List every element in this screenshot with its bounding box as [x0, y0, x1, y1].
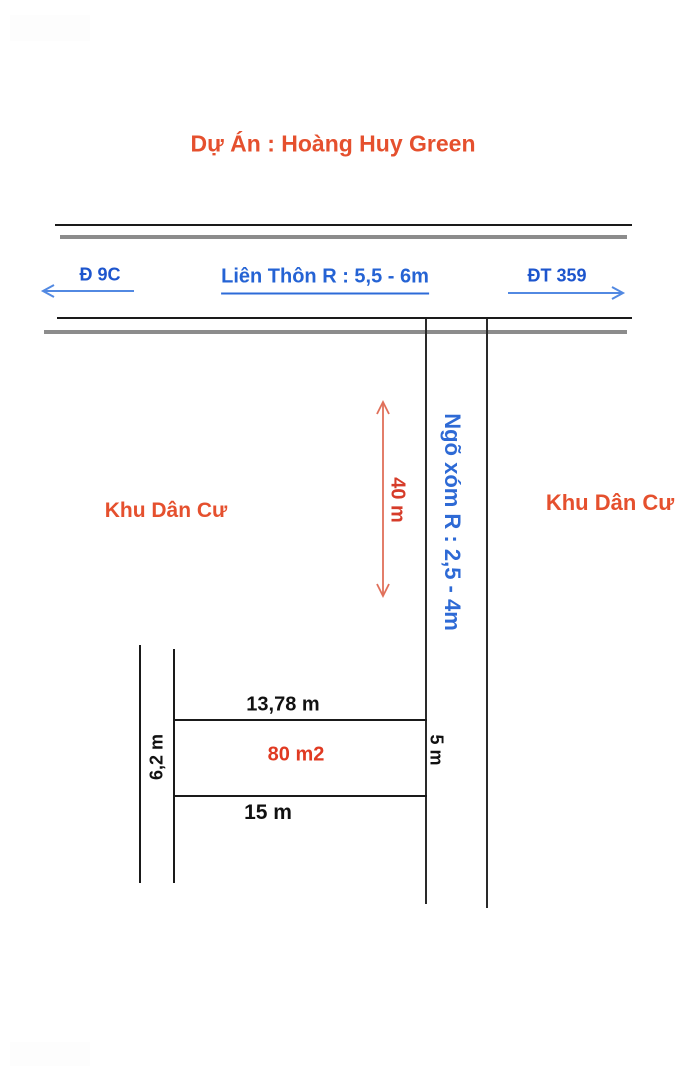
plot-area-label: 80 m2	[267, 743, 325, 766]
main-road-lower-line-thin	[57, 317, 632, 319]
plot-bottom-dimension: 15 m	[244, 801, 292, 824]
boundary-line-outer	[139, 645, 141, 883]
plot-top-dimension: 13,78 m	[246, 693, 320, 716]
plot-left-dimension: 6,2 m	[146, 733, 167, 781]
boundary-line-inner	[173, 649, 175, 883]
corner-artifact-bottom	[10, 1042, 90, 1066]
alley-length-label: 40 m	[386, 477, 409, 523]
main-road-upper-line-thick	[60, 235, 627, 239]
plot-top-edge-line	[173, 719, 427, 721]
main-road-upper-line-thin	[55, 224, 632, 226]
plot-bottom-edge-line	[173, 795, 427, 797]
alley-right-line	[486, 319, 488, 908]
plot-right-dimension: 5 m	[426, 734, 447, 766]
road-name-center: Liên Thôn R : 5,5 - 6m	[221, 266, 429, 295]
arrow-right-icon	[506, 285, 626, 301]
road-name-left: Đ 9C	[79, 264, 121, 285]
arrow-left-icon	[40, 283, 136, 299]
main-road-lower-line-thick	[44, 330, 627, 334]
diagram-title: Dự Án : Hoàng Huy Green	[190, 130, 476, 157]
alley-left-line	[425, 319, 427, 904]
corner-artifact-top	[10, 15, 90, 41]
alley-name: Ngõ xóm R : 2,5 - 4m	[440, 413, 465, 631]
residential-area-left: Khu Dân Cư	[104, 499, 228, 522]
residential-area-right: Khu Dân Cư	[545, 490, 675, 515]
road-name-right: ĐT 359	[527, 265, 587, 286]
